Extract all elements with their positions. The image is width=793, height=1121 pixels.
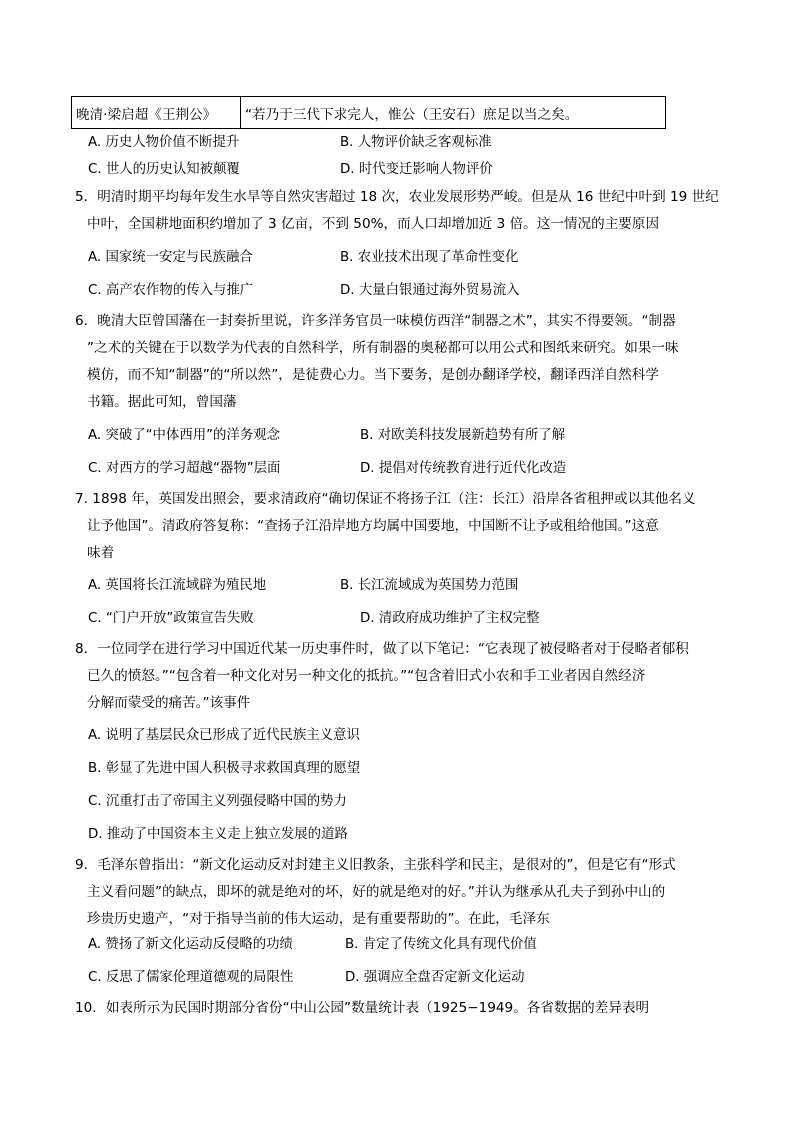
q8-option-a[interactable]: A. 说明了基层民众已形成了近代民族主义意识 [88, 728, 360, 743]
q6-stem-line-4: 书籍。据此可知，曾国藩 [87, 394, 237, 410]
q5-option-b[interactable]: B. 农业技术出现了革命性变化 [340, 250, 519, 265]
q5-stem-line-1: 5．明清时期平均每年发生水旱等自然灾害超过 18 次，农业发展形势严峻。但是从 16 世纪中叶到 19 世纪 [75, 189, 719, 205]
q5-option-d[interactable]: D. 大量白银通过海外贸易流入 [340, 283, 520, 298]
q6-option-d[interactable]: D. 提倡对传统教育进行近代化改造 [360, 461, 567, 476]
quote-text: “若乃于三代下求完人，惟公（王安石）庶足以当之矣。 [241, 97, 666, 129]
q4-option-b[interactable]: B. 人物评价缺乏客观标准 [340, 135, 492, 150]
q9-stem-line-1: 9．毛泽东曾指出：“新文化运动反对封建主义旧教条，主张科学和民主，是很对的”，但是它有“形式 [75, 857, 676, 873]
quote-table [71, 96, 666, 129]
q8-option-c[interactable]: C. 沉重打击了帝国主义列强侵略中国的势力 [88, 794, 347, 809]
q7-option-b[interactable]: B. 长江流域成为英国势力范围 [340, 578, 519, 593]
q8-stem-line-2: 已久的愤怒。”“包含着一种文化对另一种文化的抵抗。”“包含着旧式小农和手工业者因自然经济 [87, 668, 646, 684]
q6-option-c[interactable]: C. 对西方的学习超越“器物”层面 [88, 461, 281, 476]
q10-stem-line-1: 10．如表所示为民国时期部分省份“中山公园”数量统计表（1925−1949。各省数据的差异表明 [75, 1000, 650, 1016]
q6-stem-line-3: 模仿，而不知“制器”的“所以然”，是徒费心力。当下要务，是创办翻译学校，翻译西洋自然科学 [87, 367, 659, 383]
q6-stem-line-2: ”之术的关键在于以数学为代表的自然科学，所有制器的奥秘都可以用公式和图纸来研究。如果一味 [87, 340, 679, 356]
q5-stem-line-2: 中叶，全国耕地面积约增加了 3 亿亩，不到 50%，而人口却增加近 3 倍。这一情况的主要原因 [87, 216, 660, 232]
q7-stem-line-3: 味着 [87, 545, 115, 561]
q7-stem-line-1: 7. 1898 年，英国发出照会，要求清政府“确切保证不将扬子江（注：长江）沿岸各省租押或以其他名义 [75, 491, 696, 507]
q5-option-c[interactable]: C. 高产农作物的传入与推广 [88, 283, 254, 298]
q8-stem-line-3: 分解而蒙受的痛苦。”该事件 [87, 695, 251, 711]
q4-option-c[interactable]: C. 世人的历史认知被颠覆 [88, 162, 240, 177]
q6-option-b[interactable]: B. 对欧美科技发展新趋势有所了解 [360, 428, 566, 443]
q4-option-d[interactable]: D. 时代变迁影响人物评价 [340, 162, 493, 177]
q9-stem-line-2: 主义看问题”的缺点，即坏的就是绝对的坏，好的就是绝对的好。”并认为继承从孔夫子到孙中山的 [87, 884, 666, 900]
q4-option-a[interactable]: A. 历史人物价值不断提升 [88, 135, 240, 150]
q9-option-b[interactable]: B. 肯定了传统文化具有现代价值 [345, 937, 537, 952]
q7-option-a[interactable]: A. 英国将长江流域辟为殖民地 [88, 578, 267, 593]
quote-source: 晚清·梁启超《王荆公》 [72, 97, 241, 129]
q6-option-a[interactable]: A. 突破了“中体西用”的洋务观念 [88, 428, 280, 443]
q8-option-b[interactable]: B. 彰显了先进中国人积极寻求救国真理的愿望 [88, 761, 361, 776]
q8-option-d[interactable]: D. 推动了中国资本主义走上独立发展的道路 [88, 827, 348, 842]
q7-option-d[interactable]: D. 清政府成功维护了主权完整 [360, 611, 540, 626]
q9-option-a[interactable]: A. 赞扬了新文化运动反侵略的功绩 [88, 937, 293, 952]
q8-stem-line-1: 8．一位同学在进行学习中国近代某一历史事件时，做了以下笔记：“它表现了被侵略者对于侵略者郁积 [75, 641, 689, 657]
q9-option-c[interactable]: C. 反思了儒家伦理道德观的局限性 [88, 970, 294, 985]
q6-stem-line-1: 6．晚清大臣曾国藩在一封奏折里说，许多洋务官员一味模仿西洋“制器之术”，其实不得要领。“制器 [75, 313, 676, 329]
q9-stem-line-3: 珍贵历史遗产，“对于指导当前的伟大运动，是有重要帮助的”。在此，毛泽东 [87, 911, 550, 927]
q5-option-a[interactable]: A. 国家统一安定与民族融合 [88, 250, 253, 265]
q9-option-d[interactable]: D. 强调应全盘否定新文化运动 [345, 970, 525, 985]
q7-stem-line-2: 让予他国”。清政府答复称：“查扬子江沿岸地方均属中国要地，中国断不让予或租给他国。”这意 [87, 518, 659, 534]
q7-option-c[interactable]: C. “门户开放”政策宣告失败 [88, 611, 254, 626]
